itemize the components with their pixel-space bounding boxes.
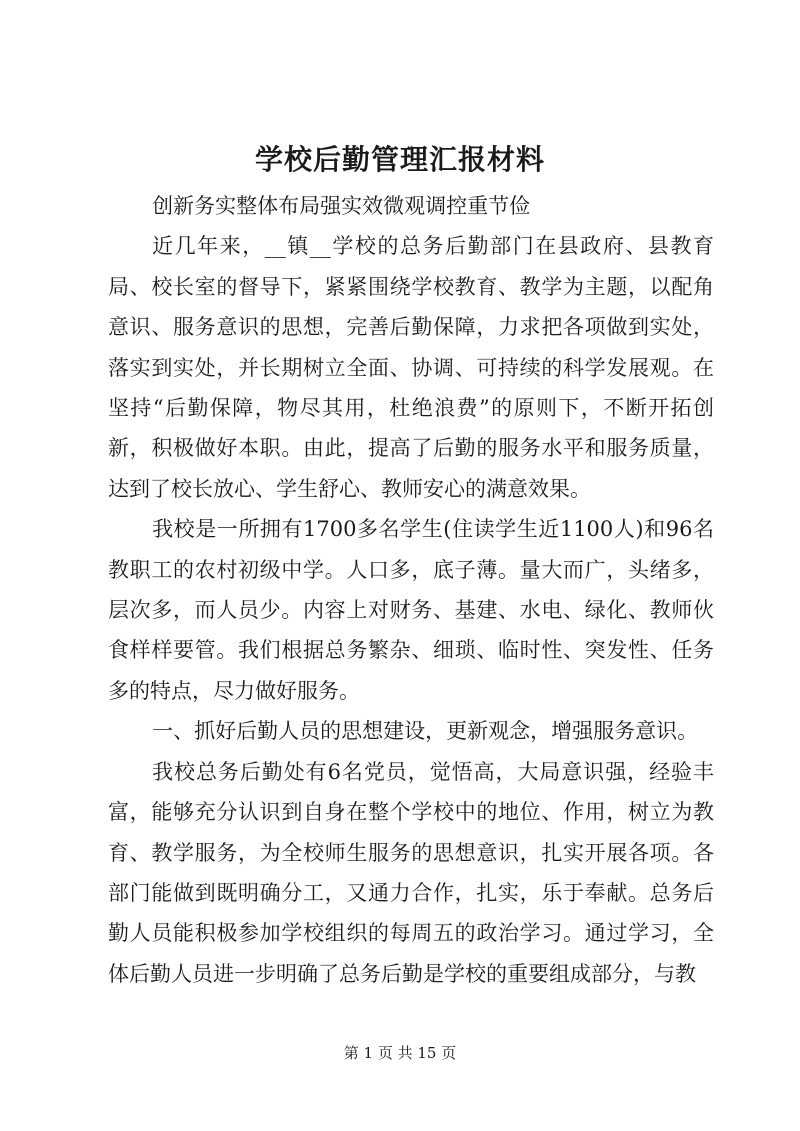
body-paragraph: 近几年来，__镇__学校的总务后勤部门在县政府、县教育局、校长室的督导下，紧紧围绕学校教育、教学为主题，以配角意识、服务意识的思想，完善后勤保障，力求把各项做到实处，落实到实处，并长期树立全面、协调、可持续的科学发展观。在坚持“后勤保障，物尽其用，杜绝浪费”的原则下，不断开拓创新，积极做好本职。由此，提高了后勤的服务水平和服务质量，达到了校长放心、学生舒心、教师安心的满意效果。 — [108, 234, 714, 501]
page-number-footer: 第 1 页 共 15 页 — [343, 1044, 457, 1062]
section-heading: 一、抓好后勤人员的思想建设，更新观念，增强服务意识。 — [152, 719, 699, 744]
body-paragraph: 我校总务后勤处有6名党员，觉悟高，大局意识强，经验丰富，能够充分认识到自身在整个学校中的地位、作用，树立为教育、教学服务，为全校师生服务的思想意识，扎实开展各项。各部门能做到既明确分工，又通力合作，扎实，乐于奉献。总务后勤人员能积极参加学校组织的每周五的政治学习。通过学习，全体后勤人员进一步明确了总务后勤是学校的重要组成部分，与教 — [108, 759, 714, 986]
subtitle-paragraph: 创新务实整体布局强实效微观调控重节俭 — [152, 194, 531, 218]
document-title: 学校后勤管理汇报材料 — [254, 143, 545, 176]
document-body — [108, 186, 714, 994]
body-paragraph: 我校是一所拥有1700多名学生(住读学生近1100人)和96名教职工的农村初级中学。人口多，底子薄。量大而广，头绪多，层次多，而人员少。内容上对财务、基建、水电、绿化、教师伙食样样要管。我们根据总务繁杂、细琐、临时性、突发性、任务多的特点，尽力做好服务。 — [108, 517, 714, 703]
